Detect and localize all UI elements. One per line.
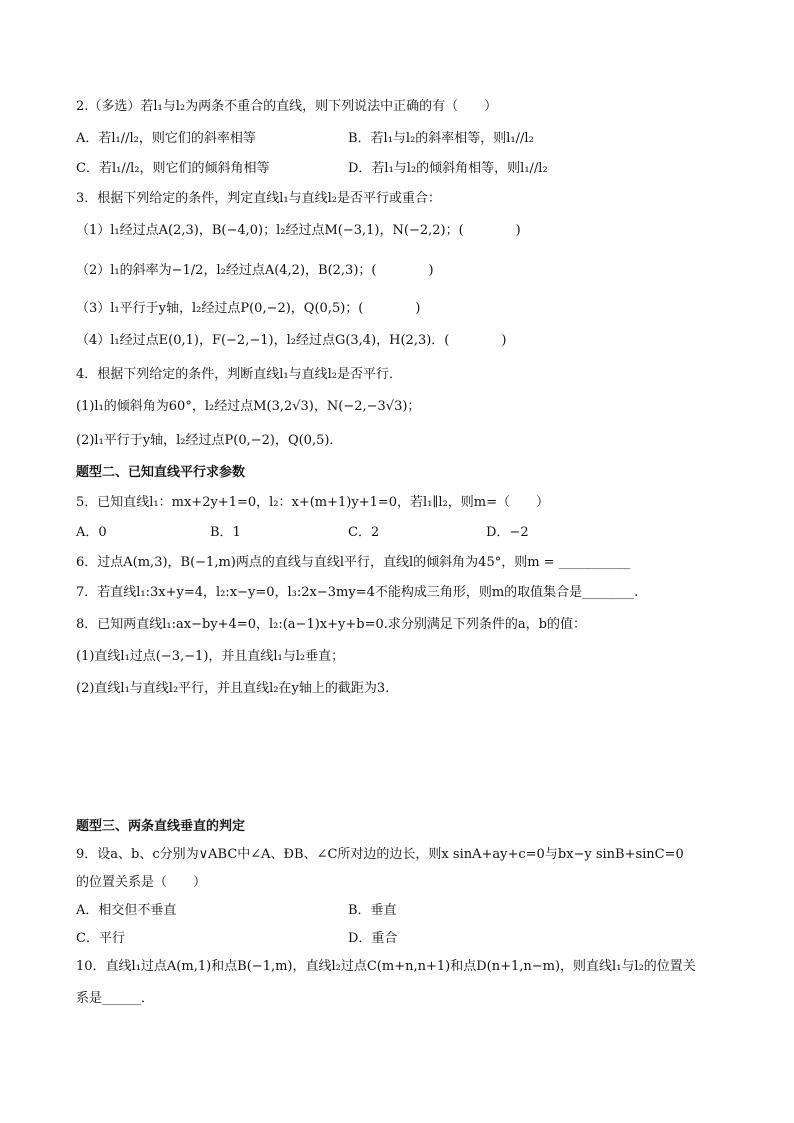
section-heading: 题型三、两条直线垂直的判定: [76, 819, 246, 834]
question-line: 8．已知两直线l₁:ax−by+4=0，l₂:(a−1)x+y+b=0.求分别满足下列条件的a，b的值：: [76, 617, 586, 632]
answer-option: A．相交但不垂直: [76, 903, 177, 918]
question-line: （4）l₁经过点E(0,1)，F(−2,−1)，l₂经过点G(3,4)，H(2,3)．( ): [76, 333, 507, 348]
question-line: 系是______．: [76, 991, 155, 1006]
question-line: 5．已知直线l₁：mx+2y+1=0，l₂：x+(m+1)y+1=0，若l₁∥l₂，则m=（ ）: [76, 495, 549, 510]
answer-option: C．2: [348, 525, 380, 540]
question-line: 9．设a、b、c分别为∨ABC中∠A、ÐB、∠C所对边的边长，则x sinA+ay+c=0与bx−y sinB+sinC=0: [76, 847, 684, 862]
answer-option: D．重合: [348, 931, 398, 946]
section-heading: 题型二、已知直线平行求参数: [76, 465, 246, 480]
question-line: (1)直线l₁过点(−3,−1)，并且直线l₁与l₂垂直；: [76, 649, 345, 664]
question-line: (2)l₁平行于y轴，l₂经过点P(0,−2)，Q(0,5)．: [76, 433, 343, 448]
answer-option: A．若l₁//l₂，则它们的斜率相等: [76, 131, 256, 146]
question-line: 10．直线l₁过点A(m,1)和点B(−1,m)，直线l₂过点C(m+n,n+1)和点D(n+1,n−m)，则直线l₁与l₂的位置关: [76, 959, 696, 974]
question-line: （3）l₁平行于y轴，l₂经过点P(0,−2)，Q(0,5)；( ): [76, 301, 421, 316]
answer-option: C．平行: [76, 931, 125, 946]
answer-option: D．−2: [486, 525, 529, 540]
question-line: 7．若直线l₁:3x+y=4，l₂:x−y=0，l₃:2x−3my=4不能构成三角形，则m的取值集合是________.: [76, 585, 639, 600]
answer-option: B．垂直: [348, 903, 397, 918]
answer-option: B．1: [210, 525, 241, 540]
question-line: C．若l₁//l₂，则它们的倾斜角相等: [76, 161, 270, 176]
question-line: 4．根据下列给定的条件，判断直线l₁与直线l₂是否平行．: [76, 367, 403, 382]
question-line: （1）l₁经过点A(2,3)，B(−4,0)；l₂经过点M(−3,1)，N(−2,2)；( ): [76, 223, 521, 238]
question-line: 3．根据下列给定的条件，判定直线l₁与直线l₂是否平行或重合：: [76, 191, 442, 206]
question-line: (1)l₁的倾斜角为60°，l₂经过点M(3,2√3)，N(−2,−3√3)；: [76, 399, 421, 414]
question-line: 2.（多选）若l₁与l₂为两条不重合的直线，则下列说法中正确的有（ ）: [76, 99, 498, 114]
question-line: (2)直线l₁与直线l₂平行，并且直线l₂在y轴上的截距为3.: [76, 681, 390, 696]
answer-option: A．0: [76, 525, 107, 540]
answer-option: B．若l₁与l₂的斜率相等，则l₁//l₂: [348, 131, 534, 146]
answer-option: D．若l₁与l₂的倾斜角相等，则l₁//l₂: [348, 161, 548, 176]
question-line: 的位置关系是（ ）: [76, 875, 207, 890]
question-line: 6．过点A(m,3)，B(−1,m)两点的直线与直线l平行，直线l的倾斜角为45°，则m = ___________: [76, 555, 631, 570]
question-line: （2）l₁的斜率为−1/2，l₂经过点A(4,2)，B(2,3)；( ): [76, 263, 434, 278]
